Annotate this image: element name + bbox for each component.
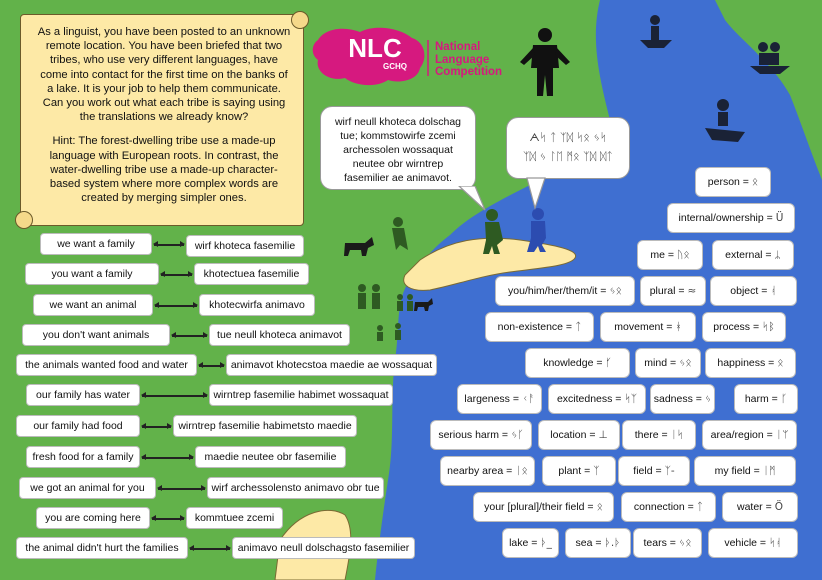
- glossary-symbol: ᛁᛋ: [670, 429, 684, 441]
- glossary-symbol: ᛋᛉ: [624, 393, 638, 405]
- glossary-item: [525, 348, 630, 378]
- glossary-item: [622, 420, 696, 450]
- forest-phrase: animavo neull dolschagsto fasemilier: [232, 537, 415, 559]
- glossary-word: water =: [737, 501, 772, 513]
- glossary-word: happiness =: [717, 357, 775, 369]
- glossary-symbol: ᛁᛟ: [515, 465, 528, 477]
- forest-phrase: kommtuee zcemi: [186, 507, 283, 529]
- glossary-word: knowledge =: [543, 357, 603, 369]
- glossary-symbol: ᚦ.ᚦ: [604, 537, 621, 549]
- glossary-item: [565, 528, 631, 558]
- glossary-item: [734, 384, 798, 414]
- double-arrow-icon: [155, 305, 197, 307]
- glossary-item: [702, 420, 797, 450]
- glossary-word: lake =: [509, 537, 538, 549]
- water-speech-line: ᛉᛞ ᛃ ᛚᛖ ᛗᛟ ᛉᛞ ᛞᛏ: [522, 150, 614, 163]
- double-arrow-icon: [161, 274, 192, 276]
- glossary-symbol: ᛏ: [696, 501, 704, 513]
- double-arrow-icon: [172, 335, 207, 337]
- forest-phrase: animavot khotecstoa maedie ae wossaquat: [226, 354, 437, 376]
- glossary-word: vehicle =: [724, 537, 767, 549]
- glossary-symbol: ᛟ: [596, 501, 603, 513]
- hint-paragraph: Hint: The forest-dwelling tribe use a made-up language with European roots. In contrast, the water-dwelling tribe use a made-up character-based system where more complex words are created by merging simpler ones.: [49, 135, 279, 205]
- english-phrase: you don't want animals: [22, 324, 170, 346]
- glossary-item: [621, 492, 716, 522]
- glossary-symbol: ᚮ: [770, 285, 777, 297]
- glossary-word: non-existence =: [497, 321, 573, 333]
- glossary-symbol: Ü: [775, 212, 784, 224]
- forest-phrase: khotecwirfa animavo: [199, 294, 315, 316]
- glossary-word: mind =: [644, 357, 677, 369]
- glossary-word: you/him/her/them/it =: [508, 285, 607, 297]
- english-phrase: we got an animal for you: [19, 477, 156, 499]
- forest-speech-bubble: [320, 106, 476, 190]
- glossary-item: [640, 276, 706, 306]
- glossary-item: [637, 240, 703, 270]
- scroll-curl-icon: [291, 11, 309, 29]
- glossary-word: plant =: [558, 465, 591, 477]
- english-phrase: our family had food: [16, 415, 140, 437]
- forest-phrase: wirntrep fasemilie habimet wossaquat: [209, 384, 393, 406]
- glossary-word: object =: [730, 285, 768, 297]
- english-phrase: we want a family: [40, 233, 152, 255]
- glossary-symbol: ᛃᛟ: [679, 357, 692, 369]
- forest-phrase: tue neull khoteca animavot: [209, 324, 350, 346]
- glossary-symbol: ᛦ: [774, 249, 781, 261]
- glossary-item: [650, 384, 715, 414]
- glossary-item: [633, 528, 702, 558]
- water-speech-bubble: [506, 117, 630, 179]
- glossary-item: [600, 312, 696, 342]
- glossary-symbol: ᚦ_: [540, 537, 552, 549]
- english-phrase: we want an animal: [33, 294, 153, 316]
- glossary-word: location =: [550, 429, 596, 441]
- glossary-symbol: ᛟ: [751, 176, 759, 188]
- intro-scroll: [20, 14, 304, 226]
- intro-paragraph: As a linguist, you have been posted to an unknown remote location. You have been briefed that two tribes, who use very different languages, have come into contact for the first time on the banks of a lake. It is your job to help them communicate. Can you work out what each tribe is saying using the translations we already know?: [37, 26, 291, 124]
- glossary-item: [712, 240, 794, 270]
- glossary-item: [710, 276, 797, 306]
- double-arrow-icon: [190, 548, 230, 550]
- glossary-symbol: ⊥: [598, 429, 608, 441]
- glossary-word: field =: [633, 465, 662, 477]
- glossary-item: [495, 276, 635, 306]
- glossary-symbol: ᛉ-: [664, 465, 675, 477]
- glossary-item: [538, 420, 620, 450]
- english-phrase: you want a family: [25, 263, 159, 285]
- forest-speech-text: wirf neull khoteca dolschag tue; kommstowirfe zcemi archessolen wossaquat neutee obr wirntrep fasemilier ae animavot.: [334, 116, 462, 184]
- glossary-word: connection =: [633, 501, 694, 513]
- glossary-item: [618, 456, 690, 486]
- glossary-item: [502, 528, 559, 558]
- glossary-symbol: ᛏ: [575, 321, 582, 333]
- english-phrase: our family has water: [26, 384, 140, 406]
- glossary-item: [485, 312, 594, 342]
- glossary-item: [473, 492, 614, 522]
- glossary-symbol: ᛃᚴ: [511, 429, 524, 441]
- double-arrow-icon: [142, 426, 171, 428]
- glossary-word: movement =: [614, 321, 673, 333]
- glossary-item: [457, 384, 542, 414]
- glossary-symbol: ᛁᛘ: [775, 429, 789, 441]
- glossary-symbol: ᚼ: [675, 321, 682, 333]
- glossary-item: [705, 348, 796, 378]
- double-arrow-icon: [158, 488, 205, 490]
- glossary-word: area/region =: [710, 429, 773, 441]
- glossary-symbol: ᚲᚨ: [521, 393, 535, 405]
- glossary-symbol: ᚶ: [605, 357, 612, 369]
- logo-letters: NLC: [348, 33, 402, 63]
- glossary-word: largeness =: [464, 393, 519, 405]
- glossary-word: external =: [725, 249, 772, 261]
- bubble-tail: [525, 176, 549, 210]
- glossary-word: me =: [650, 249, 675, 261]
- glossary-word: internal/ownership =: [678, 212, 773, 224]
- glossary-symbol: ᛃ: [704, 393, 712, 405]
- glossary-word: excitedness =: [556, 393, 622, 405]
- english-phrase: the animals wanted food and water: [16, 354, 197, 376]
- glossary-word: there =: [634, 429, 668, 441]
- glossary-word: nearby area =: [447, 465, 513, 477]
- glossary-symbol: ᚴ: [780, 393, 788, 405]
- bubble-tail: [455, 186, 495, 212]
- glossary-item: [430, 420, 532, 450]
- glossary-item: [542, 456, 616, 486]
- glossary-word: sea =: [575, 537, 602, 549]
- double-arrow-icon: [142, 395, 207, 397]
- glossary-item: [440, 456, 535, 486]
- glossary-item: [708, 528, 798, 558]
- double-arrow-icon: [152, 518, 184, 520]
- double-arrow-icon: [199, 365, 224, 367]
- forest-phrase: wirntrep fasemilie habimetsto maedie: [173, 415, 357, 437]
- glossary-symbol: ≈: [687, 285, 697, 297]
- forest-phrase: wirf archessolensto animavo obr tue: [207, 477, 384, 499]
- double-arrow-icon: [154, 244, 184, 246]
- glossary-word: plural =: [649, 285, 685, 297]
- glossary-symbol: ᛋᛒ: [762, 321, 775, 333]
- glossary-item: [702, 312, 786, 342]
- double-arrow-icon: [142, 457, 193, 459]
- english-phrase: fresh food for a family: [26, 446, 140, 468]
- glossary-symbol: ᛟ: [777, 357, 784, 369]
- glossary-symbol: Ö: [774, 501, 783, 513]
- water-speech-line: ᗅᛋ ᛏ ᛉᛞ ᛋᛟ ᛃᛋ: [529, 131, 607, 144]
- logo-sub: GCHQ: [383, 62, 407, 71]
- english-phrase: you are coming here: [36, 507, 150, 529]
- forest-phrase: maedie neutee obr fasemilie: [195, 446, 346, 468]
- glossary-item: [548, 384, 646, 414]
- glossary-word: your [plural]/their field =: [484, 501, 594, 513]
- glossary-word: tears =: [643, 537, 676, 549]
- english-phrase: the animal didn't hurt the families: [16, 537, 188, 559]
- glossary-word: serious harm =: [438, 429, 509, 441]
- glossary-word: person =: [707, 176, 749, 188]
- forest-phrase: wirf khoteca fasemilie: [186, 235, 304, 257]
- glossary-item: [694, 456, 796, 486]
- glossary-symbol: ᛃᛟ: [678, 537, 692, 549]
- glossary-item: [667, 203, 795, 233]
- scroll-curl-icon: [15, 211, 33, 229]
- glossary-symbol: ᛉ: [593, 465, 600, 477]
- glossary-symbol: ᛋᚮ: [769, 537, 782, 549]
- glossary-symbol: ᛁᛗ: [762, 465, 776, 477]
- forest-phrase: khotectuea fasemilie: [194, 263, 309, 285]
- glossary-word: process =: [713, 321, 760, 333]
- glossary-item: [722, 492, 798, 522]
- glossary-symbol: ᛃᛟ: [609, 285, 622, 297]
- glossary-word: harm =: [744, 393, 778, 405]
- logo-wordmark: National Language Competition: [435, 41, 503, 78]
- glossary-item: [695, 167, 771, 197]
- glossary-word: sadness =: [653, 393, 702, 405]
- glossary-word: my field =: [714, 465, 760, 477]
- glossary-item: [635, 348, 701, 378]
- glossary-symbol: ᚢᛟ: [677, 249, 690, 261]
- nlc-logo: [330, 34, 420, 84]
